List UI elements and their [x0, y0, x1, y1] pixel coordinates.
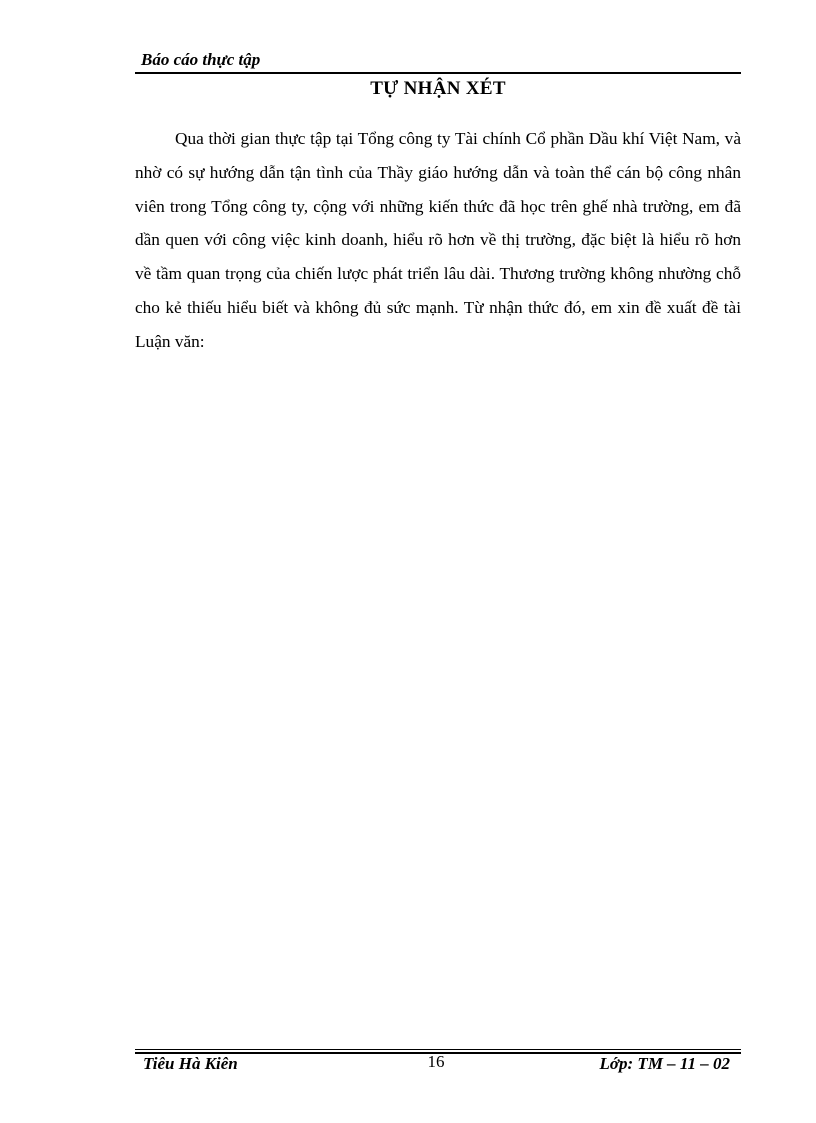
footer-author: Tiêu Hà Kiên: [143, 1054, 238, 1073]
body-paragraph: Qua thời gian thực tập tại Tổng công ty Tài chính Cổ phần Dầu khí Việt Nam, và nhờ có sự hướng dẫn tận tình của Thầy giáo hướng dẫn và toàn thể cán bộ công nhân viên trong Tổng công ty, cộng với những kiến thức đã học trên ghế nhà trường, em đã dần quen với công việc kinh doanh, hiểu rõ hơn về thị trường, đặc biệt là hiểu rõ hơn về tầm quan trọng của chiến lược phát triển lâu dài. Thương trường không nhường chỗ cho kẻ thiếu hiểu biết và không đủ sức mạnh. Từ nhận thức đó, em xin đề xuất đề tài Luận văn:: [135, 129, 741, 351]
footer-class: Lớp: TM – 11 – 02: [599, 1054, 730, 1073]
footer-rule-thin: [135, 1049, 741, 1050]
page-title: TỰ NHẬN XÉT: [370, 78, 506, 99]
page-header: [135, 48, 741, 74]
page-number: 16: [427, 1052, 445, 1071]
header-title: Báo cáo thực tập: [141, 50, 261, 69]
header-rule: [135, 72, 741, 74]
